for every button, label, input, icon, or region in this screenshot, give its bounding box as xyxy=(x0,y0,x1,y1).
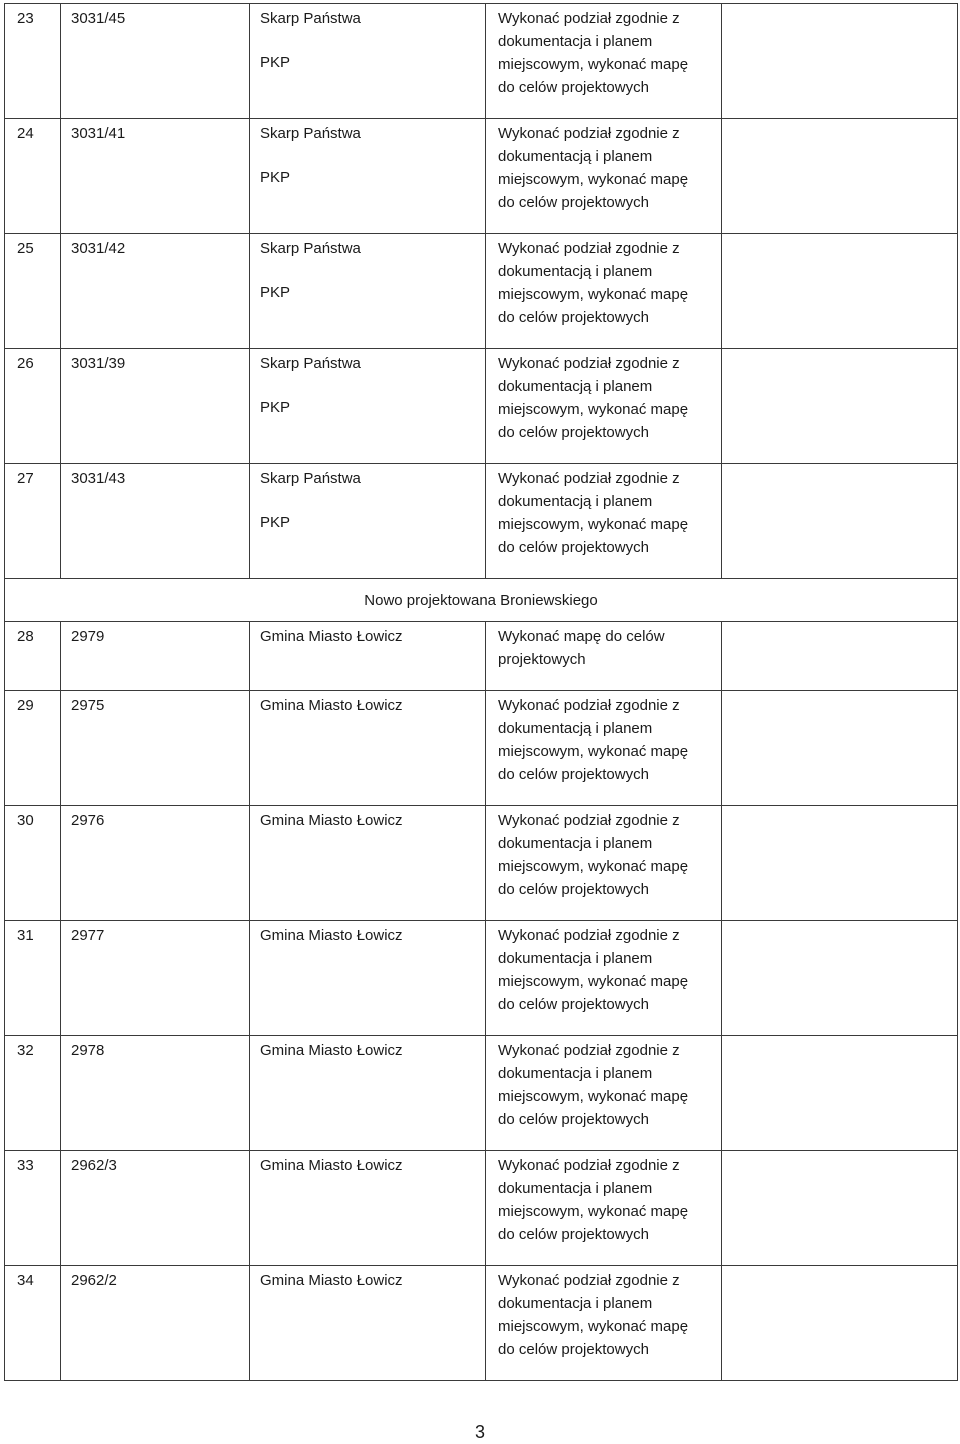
parcel-number: 3031/39 xyxy=(61,349,250,464)
table-row xyxy=(5,1266,958,1381)
description-cell xyxy=(486,1266,722,1381)
parcel-number: 3031/41 xyxy=(61,119,250,234)
owner-name: Skarp Państwa xyxy=(260,355,361,372)
description-line: dokumentacja i planem xyxy=(498,1180,653,1197)
table-row xyxy=(5,806,958,921)
description-line: dokumentacją i planem xyxy=(498,148,653,165)
description-cell xyxy=(486,349,722,464)
table-row xyxy=(5,464,958,579)
description-line: Wykonać podział zgodnie z xyxy=(498,470,680,487)
remarks-cell xyxy=(722,1036,958,1151)
description-line: dokumentacja i planem xyxy=(498,1065,653,1082)
description-line: do celów projektowych xyxy=(498,881,649,898)
description-cell xyxy=(486,921,722,1036)
parcel-number: 2979 xyxy=(61,622,250,691)
page-number: 3 xyxy=(474,1422,485,1442)
description-cell xyxy=(486,806,722,921)
row-number: 25 xyxy=(5,234,61,349)
description-line: do celów projektowych xyxy=(498,766,649,783)
owner-subname: PKP xyxy=(260,284,291,301)
parcel-number: 3031/43 xyxy=(61,464,250,579)
description-line: Wykonać mapę do celów xyxy=(498,628,665,645)
description-cell xyxy=(486,119,722,234)
owner-cell xyxy=(250,234,486,349)
description-line: dokumentacja i planem xyxy=(498,835,653,852)
description-line: miejscowym, wykonać mapę xyxy=(498,743,689,760)
description-line: Wykonać podział zgodnie z xyxy=(498,355,680,372)
description-line: Wykonać podział zgodnie z xyxy=(498,812,680,829)
description-line: miejscowym, wykonać mapę xyxy=(498,286,689,303)
remarks-cell xyxy=(722,1266,958,1381)
table-row xyxy=(5,234,958,349)
description-cell xyxy=(486,622,722,691)
parcel-number: 2978 xyxy=(61,1036,250,1151)
description-line: do celów projektowych xyxy=(498,1111,649,1128)
table-row xyxy=(5,921,958,1036)
description-line: do celów projektowych xyxy=(498,424,649,441)
description-line: do celów projektowych xyxy=(498,1226,649,1243)
row-number: 29 xyxy=(5,691,61,806)
description-cell xyxy=(486,234,722,349)
owner-subname: PKP xyxy=(260,54,291,71)
description-line: miejscowym, wykonać mapę xyxy=(498,401,689,418)
row-number: 23 xyxy=(5,4,61,119)
section-title: Nowo projektowana Broniewskiego xyxy=(5,579,958,622)
description-line: dokumentacją i planem xyxy=(498,493,653,510)
owner-cell xyxy=(250,464,486,579)
description-line: dokumentacja i planem xyxy=(498,950,653,967)
table-row xyxy=(5,4,958,119)
description-line: Wykonać podział zgodnie z xyxy=(498,927,680,944)
description-cell xyxy=(486,1151,722,1266)
parcel-number: 3031/42 xyxy=(61,234,250,349)
owner-subname: PKP xyxy=(260,169,291,186)
owner-cell xyxy=(250,119,486,234)
table-row xyxy=(5,691,958,806)
table-row xyxy=(5,349,958,464)
description-line: do celów projektowych xyxy=(498,539,649,556)
row-number: 33 xyxy=(5,1151,61,1266)
row-number: 24 xyxy=(5,119,61,234)
description-line: miejscowym, wykonać mapę xyxy=(498,973,689,990)
remarks-cell xyxy=(722,234,958,349)
remarks-cell xyxy=(722,806,958,921)
owner-name: Skarp Państwa xyxy=(260,125,361,142)
owner-cell xyxy=(250,349,486,464)
parcel-number: 2962/3 xyxy=(61,1151,250,1266)
description-cell xyxy=(486,691,722,806)
remarks-cell xyxy=(722,464,958,579)
row-number: 28 xyxy=(5,622,61,691)
description-line: Wykonać podział zgodnie z xyxy=(498,240,680,257)
row-number: 26 xyxy=(5,349,61,464)
description-line: miejscowym, wykonać mapę xyxy=(498,56,689,73)
parcels-table xyxy=(4,3,958,1381)
description-line: do celów projektowych xyxy=(498,79,649,96)
owner-subname: PKP xyxy=(260,514,291,531)
description-line: do celów projektowych xyxy=(498,996,649,1013)
remarks-cell xyxy=(722,691,958,806)
owner-name: Gmina Miasto Łowicz xyxy=(250,921,486,1036)
row-number: 30 xyxy=(5,806,61,921)
table-row xyxy=(5,1036,958,1151)
description-line: do celów projektowych xyxy=(498,1341,649,1358)
description-line: dokumentacją i planem xyxy=(498,378,653,395)
owner-name: Gmina Miasto Łowicz xyxy=(250,1266,486,1381)
remarks-cell xyxy=(722,622,958,691)
description-line: Wykonać podział zgodnie z xyxy=(498,1272,680,1289)
row-number: 27 xyxy=(5,464,61,579)
parcel-number: 3031/45 xyxy=(61,4,250,119)
owner-name: Gmina Miasto Łowicz xyxy=(250,1151,486,1266)
description-line: Wykonać podział zgodnie z xyxy=(498,125,680,142)
description-line: Wykonać podział zgodnie z xyxy=(498,10,680,27)
parcel-number: 2962/2 xyxy=(61,1266,250,1381)
description-line: miejscowym, wykonać mapę xyxy=(498,1318,689,1335)
description-cell xyxy=(486,1036,722,1151)
owner-name: Skarp Państwa xyxy=(260,10,361,27)
owner-name: Gmina Miasto Łowicz xyxy=(250,1036,486,1151)
description-cell xyxy=(486,464,722,579)
description-line: Wykonać podział zgodnie z xyxy=(498,697,680,714)
description-line: dokumentacja i planem xyxy=(498,33,653,50)
description-line: dokumentacja i planem xyxy=(498,1295,653,1312)
description-line: dokumentacją i planem xyxy=(498,263,653,280)
remarks-cell xyxy=(722,921,958,1036)
description-line: Wykonać podział zgodnie z xyxy=(498,1157,680,1174)
description-line: miejscowym, wykonać mapę xyxy=(498,516,689,533)
owner-subname: PKP xyxy=(260,399,291,416)
description-line: do celów projektowych xyxy=(498,309,649,326)
owner-name: Gmina Miasto Łowicz xyxy=(250,806,486,921)
remarks-cell xyxy=(722,4,958,119)
parcel-number: 2976 xyxy=(61,806,250,921)
table-row xyxy=(5,119,958,234)
row-number: 34 xyxy=(5,1266,61,1381)
description-cell xyxy=(486,4,722,119)
description-line: projektowych xyxy=(498,651,586,668)
owner-name: Gmina Miasto Łowicz xyxy=(250,622,486,691)
owner-cell xyxy=(250,4,486,119)
owner-name: Skarp Państwa xyxy=(260,240,361,257)
description-line: Wykonać podział zgodnie z xyxy=(498,1042,680,1059)
parcel-number: 2975 xyxy=(61,691,250,806)
row-number: 31 xyxy=(5,921,61,1036)
section-header-row xyxy=(5,579,958,622)
remarks-cell xyxy=(722,1151,958,1266)
description-line: miejscowym, wykonać mapę xyxy=(498,1088,689,1105)
remarks-cell xyxy=(722,119,958,234)
description-line: miejscowym, wykonać mapę xyxy=(498,858,689,875)
table-row xyxy=(5,1151,958,1266)
remarks-cell xyxy=(722,349,958,464)
table-row xyxy=(5,622,958,691)
owner-name: Gmina Miasto Łowicz xyxy=(250,691,486,806)
row-number: 32 xyxy=(5,1036,61,1151)
description-line: do celów projektowych xyxy=(498,194,649,211)
description-line: dokumentacją i planem xyxy=(498,720,653,737)
description-line: miejscowym, wykonać mapę xyxy=(498,1203,689,1220)
parcel-number: 2977 xyxy=(61,921,250,1036)
description-line: miejscowym, wykonać mapę xyxy=(498,171,689,188)
owner-name: Skarp Państwa xyxy=(260,470,361,487)
